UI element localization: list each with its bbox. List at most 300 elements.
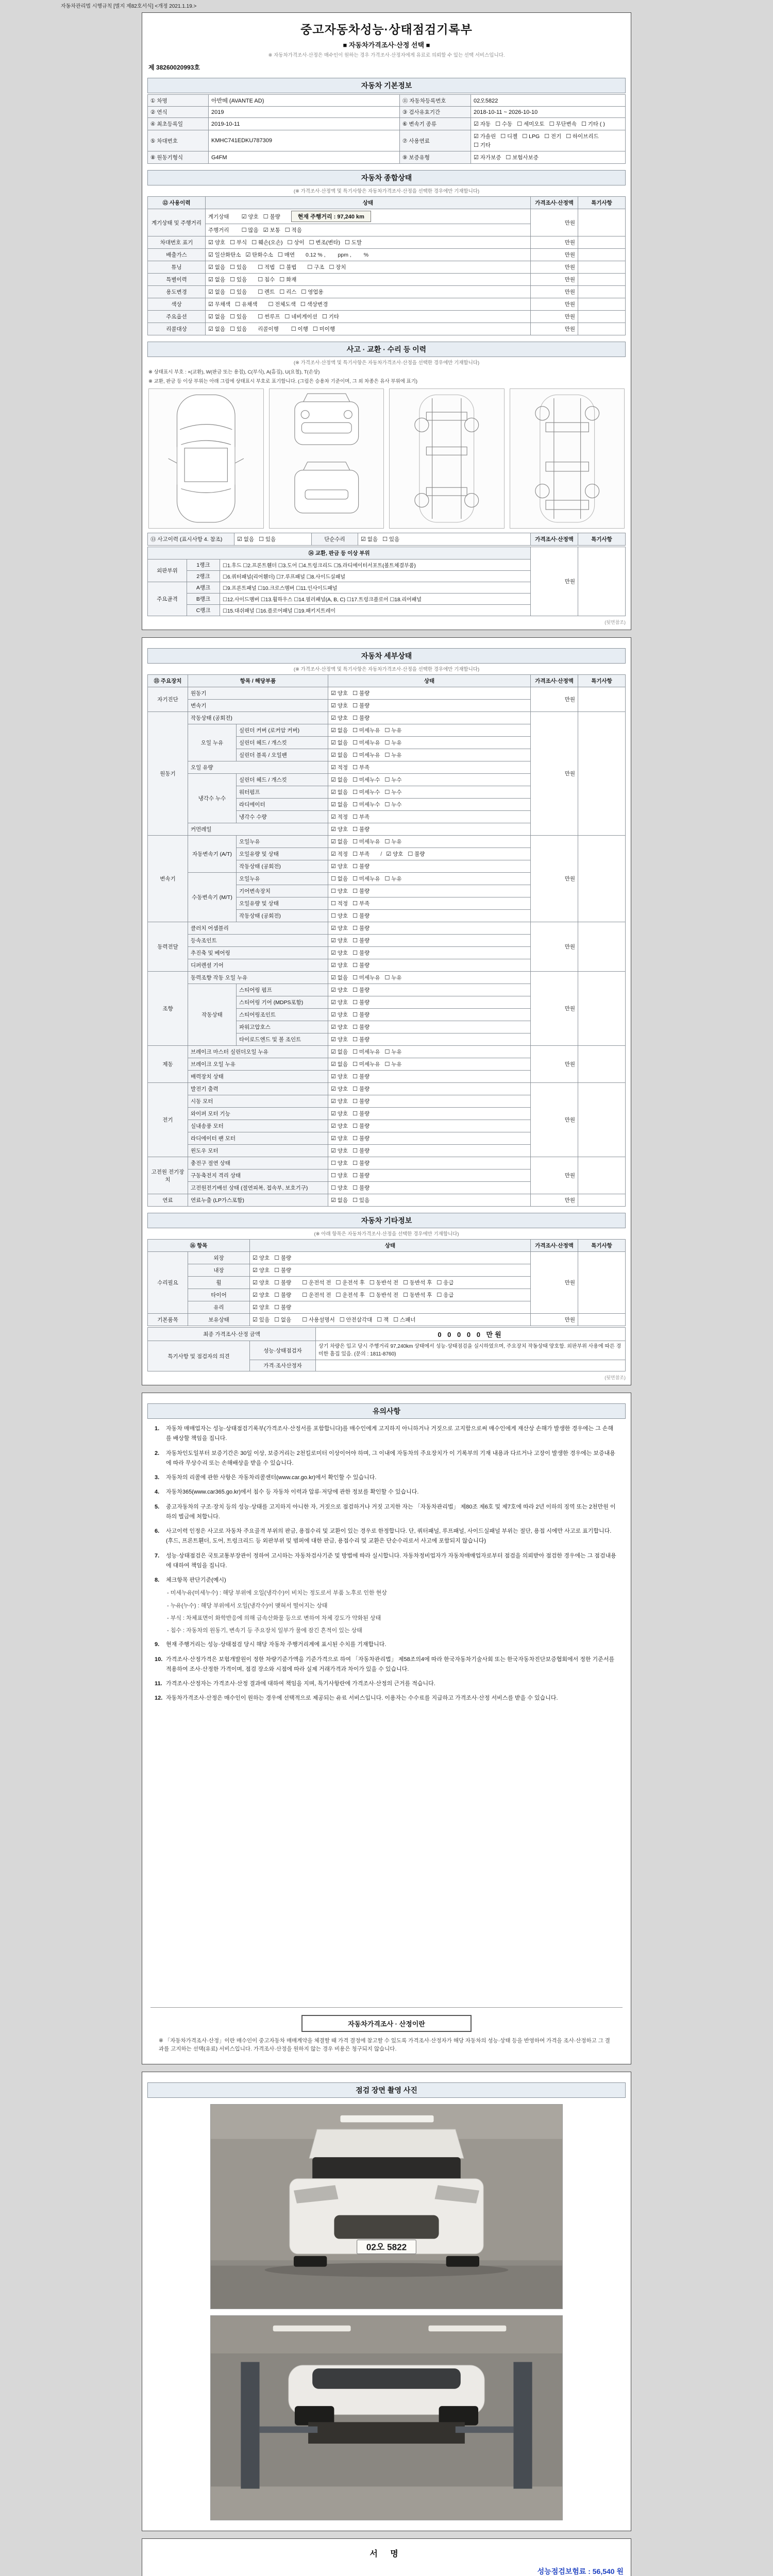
unchecked-checkbox-icon: ☐ [517, 121, 523, 127]
unchecked-checkbox-icon: ☐ [352, 1024, 358, 1030]
field-label: ⑦ 사용연료 [400, 130, 471, 151]
field-label: ⑪ 자동차등록번호 [400, 95, 471, 107]
basic-info-table [147, 94, 626, 164]
detail-status-cell [328, 1145, 531, 1157]
inspector-opinion-text: 상기 차량은 입고 당시 주행거리 97,240km 상태에서 성능·상태점검을 실시하였으며, 주요장치 작동상태 양호함. 외판부위 사용에 따른 경미한 흠집 있음. (문의 : 1811-8760) [316, 1341, 626, 1360]
unchecked-checkbox-icon: ☐ [235, 301, 241, 308]
detail-table [147, 674, 626, 1207]
summary-item-label: 배출가스 [148, 249, 206, 261]
detail-status-cell [328, 972, 531, 984]
column-header: ⑫ 사용이력 [148, 197, 206, 209]
panel-parts-list: ☐12.사이드멤버 ☐13.휠하우스 ☐14.필러패널(A, B, C) ☐17.트렁크플로어 ☐18.리어패널 [220, 594, 531, 605]
unchecked-checkbox-icon: ☐ [352, 1197, 358, 1204]
subcategory-label: 작동상태 [188, 984, 237, 1046]
checkbox-option: ☑ 없음 [208, 276, 226, 283]
checkbox-option: ☐ 응급 [436, 1279, 454, 1286]
unchecked-checkbox-icon: ☐ [352, 739, 358, 746]
summary-subtitle: (※ 가격조사·산정액 및 특기사항은 자동차가격조사·산정을 선택한 경우에만 기재합니다) [293, 189, 480, 194]
checkbox-option: ☐ 부족 [352, 764, 370, 771]
note-cell [578, 311, 626, 323]
item-label: 구동축전지 격리 상태 [188, 1170, 328, 1182]
appraisal-definition [150, 2007, 623, 2057]
checkbox-option: ☐ 누수 [384, 776, 402, 783]
checkbox-option: ☐ 미세누유 [352, 739, 380, 746]
note-cell [578, 261, 626, 274]
unchecked-checkbox-icon: ☐ [230, 276, 235, 283]
diagram-legend: ※ 교환, 판금 등 이상 부위는 아래 그림에 상태표시 부호로 표기합니다. (그림은 승용차 기준이며, 그 외 차종은 유사 부위에 표기) [148, 379, 418, 384]
unchecked-checkbox-icon: ☐ [352, 851, 358, 857]
unchecked-checkbox-icon: ☐ [352, 1036, 358, 1043]
notices-box [142, 1393, 631, 2064]
checked-checkbox-icon: ☑ [331, 776, 336, 783]
other-item-label: 보유상태 [188, 1314, 250, 1326]
notice-text: 자동차 매매업자는 성능·상태점검기록부(가격조사·산정서를 포함합니다)를 매수인에게 고지하지 아니하거나 거짓으로 고지함으로써 매수인에게 재산상 손해가 발생한 경우에는 그 손해를 배상할 책임을 집니다. [166, 1426, 614, 1442]
item-label: 작동상태 (공회전) [237, 860, 328, 873]
checkbox-option: ☐ 있음 [259, 536, 276, 543]
unchecked-checkbox-icon: ☐ [258, 276, 263, 283]
unchecked-checkbox-icon: ☐ [369, 1292, 375, 1298]
checkbox-option: ☐ 수동 [495, 121, 513, 127]
checkbox-option: ☑ 양호 [331, 1036, 348, 1043]
notice-item [155, 1551, 618, 1571]
inspection-photo-front [211, 2105, 562, 2309]
other-info-row [148, 1314, 626, 1326]
unchecked-checkbox-icon: ☐ [287, 239, 293, 246]
detail-status-cell [328, 1083, 531, 1095]
field-label: ⑤ 차대번호 [148, 130, 209, 151]
item-label: 등속조인트 [188, 935, 328, 947]
device-label: 원동기 [148, 712, 188, 836]
unchecked-checkbox-icon: ☐ [307, 264, 313, 270]
unchecked-checkbox-icon: ☐ [352, 702, 358, 709]
inspection-photo-underbody [211, 2316, 562, 2520]
checked-checkbox-icon: ☑ [474, 133, 479, 140]
checkbox-option: ☑ 양호 [331, 987, 348, 993]
opinion-label: 특기사항 및 점검자의 의견 [148, 1341, 250, 1371]
detail-row [148, 922, 626, 935]
checkbox-option: ☑ 양호 [331, 1110, 348, 1117]
unchecked-checkbox-icon: ☐ [258, 289, 263, 295]
unchecked-checkbox-icon: ☐ [352, 1135, 358, 1142]
checkbox-option: ☑ 양호 [331, 1024, 348, 1030]
warranty-options [471, 151, 626, 164]
checkbox-option: ☐ 누유 [384, 727, 402, 734]
checkbox-option: ☑ 양호 [331, 690, 348, 697]
unchecked-checkbox-icon: ☐ [384, 801, 390, 808]
notice-text: 자동차가격조사·산정은 매수인이 원하는 경우에 선택적으로 제공되는 유료 서비스입니다. 이용자는 수수료를 지급하고 가격조사·산정 서비스를 받을 수 있습니다. [166, 1695, 558, 1702]
checked-checkbox-icon: ☑ [331, 962, 336, 969]
checkbox-option: ☑ 없음 [331, 838, 348, 845]
checkbox-option: ☐ 있음 [230, 289, 247, 295]
detail-status-cell [328, 1182, 531, 1194]
unchecked-checkbox-icon: ☐ [403, 1292, 408, 1298]
checked-checkbox-icon: ☑ [331, 925, 336, 931]
item-label: 원동기 [188, 687, 328, 700]
checkbox-option: ☑ 없음 [331, 801, 348, 808]
detail-status-cell [328, 1095, 531, 1108]
detail-row [148, 712, 626, 724]
checkbox-option: ☐ 양호 [331, 1172, 348, 1179]
checkbox-option: ☐ 부족 [352, 814, 370, 820]
table-row [148, 130, 626, 151]
unchecked-checkbox-icon: ☐ [258, 313, 263, 320]
unchecked-checkbox-icon: ☐ [352, 1160, 358, 1166]
appraisal-definition-title: 자동차가격조사 · 산정이란 [301, 2015, 472, 2032]
detail-status-cell [328, 1108, 531, 1120]
checked-checkbox-icon: ☑ [331, 1110, 336, 1117]
checkbox-option: ☐ 렌트 [258, 289, 275, 295]
accident-history-label: ⑬ 사고이력 (표시사항 4. 참조) [148, 533, 234, 546]
checkbox-option: ☐ 불량 [352, 1135, 370, 1142]
checkbox-option: ☑ 없음 [331, 789, 348, 795]
unchecked-checkbox-icon: ☐ [331, 912, 336, 919]
document-note: ※ 자동차가격조사·산정은 매수인이 원하는 경우 가격조사·산정자에게 유료로 의뢰할 수 있는 선택 서비스입니다. [268, 53, 505, 58]
checkbox-option: ☑ 양호 [331, 1073, 348, 1080]
other-status-cell [250, 1277, 531, 1289]
device-label: 동력전달 [148, 922, 188, 972]
unchecked-checkbox-icon: ☐ [352, 838, 358, 845]
unchecked-checkbox-icon: ☐ [384, 1061, 390, 1067]
checkbox-option: ☑ 양호 [253, 1292, 270, 1298]
detail-row [148, 1157, 626, 1170]
unchecked-checkbox-icon: ☐ [352, 925, 358, 931]
other-info-subtitle: (※ 아래 항목은 자동차가격조사·산정을 선택한 경우에만 기재합니다) [314, 1231, 459, 1237]
checkbox-option: ☐ 변조(변타) [309, 239, 340, 246]
checkbox-option: ☐ 불량 [352, 999, 370, 1006]
column-header: ⑮ 주요장치 [148, 675, 188, 687]
summary-item-label: 리콜대상 [148, 323, 206, 335]
notice-number: 9. [155, 1641, 160, 1648]
detail-row [148, 1194, 626, 1207]
unchecked-checkbox-icon: ☐ [369, 1279, 375, 1286]
other-category-label: 수리필요 [148, 1252, 188, 1314]
unchecked-checkbox-icon: ☐ [352, 1011, 358, 1018]
checkbox-option: ☐ 응급 [436, 1292, 454, 1298]
checkbox-option: ☐ 네비게이션 [284, 313, 317, 320]
checkbox-option: ☑ 양호 [331, 1086, 348, 1092]
notice-number: 8. [155, 1577, 160, 1583]
detail-record-box [142, 637, 631, 1385]
checkbox-option: ☐ 누유 [384, 739, 402, 746]
notice-number: 2. [155, 1450, 160, 1456]
unchecked-checkbox-icon: ☐ [352, 814, 358, 820]
item-label: 디퍼렌셜 기어 [188, 959, 328, 972]
fuel-options [471, 130, 626, 151]
checkbox-option: ☐ 적법 [258, 264, 275, 270]
panel-group-label: 외판부위 [148, 560, 187, 582]
checkbox-option: ☐ 있음 [230, 313, 247, 320]
notice-number: 7. [155, 1552, 160, 1559]
item-label: 타이로드엔드 및 볼 조인트 [237, 1033, 328, 1046]
device-label: 전기 [148, 1083, 188, 1157]
table-row [148, 1341, 626, 1360]
item-label: 브레이크 오일 누유 [188, 1058, 328, 1071]
note-cell [578, 922, 626, 972]
detail-status-cell [328, 1058, 531, 1071]
notice-number: 12. [155, 1695, 163, 1702]
unchecked-checkbox-icon: ☐ [384, 727, 390, 734]
item-label: 오일 유량 [188, 761, 328, 774]
checked-checkbox-icon: ☑ [331, 727, 336, 734]
checkbox-option: ☑ 적정 [331, 851, 348, 857]
item-label: 동력조향 작동 오일 누유 [188, 972, 328, 984]
checked-checkbox-icon: ☑ [208, 239, 213, 246]
unchecked-checkbox-icon: ☐ [384, 789, 390, 795]
checked-checkbox-icon: ☑ [253, 1267, 258, 1274]
notice-item [155, 1502, 618, 1522]
checkbox-option: ☐ 양호 [331, 912, 348, 919]
checked-checkbox-icon: ☑ [331, 801, 336, 808]
checkbox-option: ☐ 훼손(오손) [251, 239, 283, 246]
checked-checkbox-icon: ☑ [331, 1036, 336, 1043]
unchecked-checkbox-icon: ☐ [331, 1184, 336, 1191]
unchecked-checkbox-icon: ☐ [506, 154, 511, 161]
detail-title: 자동차 세부상태 [147, 648, 626, 664]
checkbox-option: ☐ 불량 [352, 690, 370, 697]
column-header: 가격조사·산정액 [531, 533, 578, 546]
checked-checkbox-icon: ☑ [331, 789, 336, 795]
checkbox-option: ☐ 불량 [352, 1184, 370, 1191]
item-label: 작동상태 (공회전) [188, 712, 328, 724]
note-cell [578, 323, 626, 335]
field-label: ④ 최초등록일 [148, 118, 209, 130]
notice-text: 중고자동차의 구조·장치 등의 성능·상태를 고지하지 아니한 자, 거짓으로 점검하거나 거짓 고지한 자는 「자동차관리법」 제80조 제6호 및 제7호에 따라 2년 이하의 징역 또는 2천만원 이하의 벌금에 처합니다. [166, 1503, 616, 1520]
other-status-cell [250, 1252, 531, 1264]
unchecked-checkbox-icon: ☐ [331, 1172, 336, 1179]
unchecked-checkbox-icon: ☐ [581, 121, 586, 127]
unchecked-checkbox-icon: ☐ [352, 888, 358, 894]
detail-status-cell [328, 910, 531, 922]
checked-checkbox-icon: ☑ [331, 950, 336, 956]
detail-status-cell [328, 712, 531, 724]
summary-row [148, 236, 626, 249]
final-price-label: 최종 가격조사·산정 금액 [148, 1328, 316, 1341]
vin-value: KMHC741EDKU787309 [209, 130, 400, 151]
first-registration-value: 2019-10-11 [209, 118, 400, 130]
unchecked-checkbox-icon: ☐ [352, 999, 358, 1006]
checkbox-option: ☑ 없음 [237, 536, 255, 543]
checkbox-option: ☑ 양호 [253, 1255, 270, 1261]
checkbox-option: ☐ 불량 [352, 1073, 370, 1080]
note-cell [578, 1314, 626, 1326]
detail-status-cell [328, 1046, 531, 1058]
rank-label: 1랭크 [187, 560, 220, 571]
detail-status-cell [328, 700, 531, 712]
note-cell [578, 1046, 626, 1083]
checked-checkbox-icon: ☑ [331, 1073, 336, 1080]
notice-item [155, 1449, 618, 1469]
column-header: 특기사항 [578, 533, 626, 546]
checkbox-option: ☐ 안전삼각대 [339, 1316, 373, 1323]
checkbox-option: ☐ 있음 [352, 1197, 370, 1204]
checked-checkbox-icon: ☑ [331, 1197, 336, 1204]
unchecked-checkbox-icon: ☐ [302, 1279, 308, 1286]
unchecked-checkbox-icon: ☐ [312, 326, 318, 332]
summary-row [148, 311, 626, 323]
unchecked-checkbox-icon: ☐ [352, 937, 358, 944]
signature-title: 서 명 [369, 2549, 404, 2558]
unchecked-checkbox-icon: ☐ [284, 227, 290, 233]
notice-item [155, 1693, 618, 1703]
checkbox-option: ☑ 양호 [331, 962, 348, 969]
checkbox-option: ☐ 불량 [263, 213, 280, 220]
note-cell [578, 972, 626, 1046]
unchecked-checkbox-icon: ☐ [352, 974, 358, 981]
price-cell: 만원 [531, 1083, 578, 1157]
field-label: ⑧ 원동기형식 [148, 151, 209, 164]
checkbox-option: ☐ 전기 [544, 133, 562, 140]
checkbox-option: ☐ 누유 [384, 752, 402, 758]
unchecked-checkbox-icon: ☐ [352, 752, 358, 758]
table-header-row [148, 197, 626, 209]
checkbox-option: ☐ 불량 [352, 1172, 370, 1179]
checkbox-option: ☑ 양호 [331, 1011, 348, 1018]
unchecked-checkbox-icon: ☐ [352, 690, 358, 697]
item-label: 고전원전기배선 상태 (절연피복, 접속부, 보호기구) [188, 1182, 328, 1194]
checkbox-option: ☐ 있음 [230, 264, 247, 270]
panel-parts-list: ☐1.후드 ☐2.프론트휀더 ☐3.도어 ☐4.트렁크리드 ☐5.라디에이터서포트(볼트체결부품) [220, 560, 531, 571]
form-reference: 자동차관리법 시행규칙 [별지 제82호서식] <개정 2021.1.19.> [61, 4, 197, 9]
checkbox-option: ☐ 불량 [352, 1036, 370, 1043]
detail-status-cell [328, 761, 531, 774]
detail-status-cell [328, 1132, 531, 1145]
checkbox-option: ☑ 없음 [331, 752, 348, 758]
inspection-insurance-fee: 성능점검보험료 : 56,540 원 [537, 2567, 624, 2575]
checkbox-option: ☑ 가솔린 [474, 133, 496, 140]
checkbox-option: ☐ 미세누유 [352, 838, 380, 845]
unchecked-checkbox-icon: ☐ [331, 875, 336, 882]
item-label: 충전구 절연 상태 [188, 1157, 328, 1170]
subcategory-label: 냉각수 누수 [188, 774, 237, 823]
table-row [148, 95, 626, 107]
unchecked-checkbox-icon: ☐ [377, 1316, 382, 1323]
field-label: ① 차명 [148, 95, 209, 107]
table-row [148, 151, 626, 164]
panel-parts-list: ☐6.쿼터패널(리어휀더) ☐7.루프패널 ☐8.사이드실패널 [220, 571, 531, 582]
unchecked-checkbox-icon: ☐ [352, 1147, 358, 1154]
price-cell: 만원 [531, 922, 578, 972]
checkbox-option: ☐ 불량 [408, 851, 425, 857]
checkbox-option: ☑ 적정 [331, 764, 348, 771]
checkbox-option: ☐ 동반석 전 [369, 1279, 399, 1286]
item-label: 연료누출 (LP가스포함) [188, 1194, 328, 1207]
checked-checkbox-icon: ☑ [331, 1024, 336, 1030]
unchecked-checkbox-icon: ☐ [331, 888, 336, 894]
device-label: 제동 [148, 1046, 188, 1083]
model-year-value: 2019 [209, 107, 400, 118]
unchecked-checkbox-icon: ☐ [352, 1123, 358, 1129]
unchecked-checkbox-icon: ☐ [309, 239, 314, 246]
checkbox-option: ☑ 없음 [331, 776, 348, 783]
unchecked-checkbox-icon: ☐ [384, 776, 390, 783]
checkbox-option: ☐ 불량 [352, 1011, 370, 1018]
other-status-cell [250, 1264, 531, 1277]
checkbox-option: ☐ LPG [522, 133, 540, 140]
checkbox-option: ☐ 동반석 전 [369, 1292, 399, 1298]
notice-item [155, 1487, 618, 1497]
document [142, 0, 631, 2576]
table-header-row [148, 1240, 626, 1252]
detail-status-cell [328, 848, 531, 860]
checkbox-option: ☑ 없음 [331, 1061, 348, 1067]
detail-row [148, 1083, 626, 1095]
unchecked-checkbox-icon: ☐ [279, 276, 285, 283]
notice-text: 성능·상태점검은 국토교통부장관이 정하여 고시하는 자동차검사기준 및 방법에 따라 실시합니다. 자동차정비업자가 자동차매매업자로부터 점검을 의뢰받아 점검한 경우에는 그 점검내용에 대하여 책임을 집니다. [166, 1552, 616, 1569]
column-header: 상태 [250, 1240, 531, 1252]
item-label: 발전기 출력 [188, 1083, 328, 1095]
detail-status-cell [328, 823, 531, 836]
checkbox-option: ☑ 없음 [331, 727, 348, 734]
device-label: 연료 [148, 1194, 188, 1207]
checked-checkbox-icon: ☑ [386, 851, 392, 857]
checked-checkbox-icon: ☑ [474, 154, 479, 161]
summary-row [148, 323, 626, 335]
detail-row [148, 1046, 626, 1058]
checkbox-option: ☐ 있음 [230, 276, 247, 283]
price-cell: 만원 [531, 1194, 578, 1207]
checkbox-option: ☐ 누유 [384, 974, 402, 981]
checkbox-option: ☑ 양호 [253, 1279, 270, 1286]
detail-status-cell [328, 897, 531, 910]
checkbox-option: ☑ 없음 [208, 313, 226, 320]
checkbox-option: ☑ 양호 [331, 1098, 348, 1105]
unchecked-checkbox-icon: ☐ [384, 752, 390, 758]
checked-checkbox-icon: ☑ [331, 1048, 336, 1055]
panel-rank-table [147, 547, 626, 616]
unchecked-checkbox-icon: ☐ [274, 1279, 279, 1286]
notice-item [155, 1424, 618, 1444]
document-number: 제 38260020993호 [148, 64, 200, 71]
notice-sub-item: - 미세누유(미세누수) : 해당 부위에 오일(냉각수)이 비치는 정도로서 부품 노후로 인한 현상 [167, 1590, 387, 1597]
checkbox-option: ☐ 누유 [384, 838, 402, 845]
detail-status-cell [328, 724, 531, 737]
checkbox-option: ☑ 양호 [331, 702, 348, 709]
registration-number-value: 02오5822 [471, 95, 626, 107]
appraiser-opinion-text [316, 1360, 626, 1371]
checkbox-option: ☑ 양호 [331, 925, 348, 931]
checkbox-option: ☐ 부식 [230, 239, 247, 246]
other-info-table [147, 1239, 626, 1326]
status-mark-legend: ※ 상태표시 부호 : ×(교환), W(판금 또는 용접), C(부식), A(흠집), U(요철), T(손상) [148, 369, 320, 375]
summary-row [148, 274, 626, 286]
checkbox-option: ☑ 양호 [208, 239, 226, 246]
checkbox-option: ☐ 불량 [352, 888, 370, 894]
unchecked-checkbox-icon: ☐ [331, 1160, 336, 1166]
checked-checkbox-icon: ☑ [331, 863, 336, 870]
checkbox-option: ☐ 화재 [279, 276, 297, 283]
checkbox-option: ☐ 잭 [377, 1316, 389, 1323]
unchecked-checkbox-icon: ☐ [352, 789, 358, 795]
accident-subtitle: (※ 가격조사·산정액 및 특기사항은 자동차가격조사·산정을 선택한 경우에만 기재합니다) [293, 360, 480, 366]
checkbox-option: ☑ 있음 [253, 1316, 270, 1323]
note-cell [578, 1083, 626, 1157]
item-label: 오일누유 [237, 873, 328, 885]
checkbox-option: ☐ 부족 [352, 851, 370, 857]
unchecked-checkbox-icon: ☐ [522, 133, 528, 140]
unchecked-checkbox-icon: ☐ [302, 1316, 308, 1323]
item-label: 실내송풍 모터 [188, 1120, 328, 1132]
detail-status-cell [328, 984, 531, 996]
unchecked-checkbox-icon: ☐ [384, 739, 390, 746]
price-cell: 만원 [531, 1252, 578, 1314]
unchecked-checkbox-icon: ☐ [352, 1098, 358, 1105]
detail-status-cell [328, 935, 531, 947]
checked-checkbox-icon: ☑ [208, 276, 213, 283]
checked-checkbox-icon: ☑ [208, 289, 213, 295]
checked-checkbox-icon: ☑ [331, 1135, 336, 1142]
document-subtitle: ■ 자동차가격조사·산정 선택 ■ [343, 41, 430, 49]
checkbox-option: ☐ 매연 [277, 251, 295, 258]
